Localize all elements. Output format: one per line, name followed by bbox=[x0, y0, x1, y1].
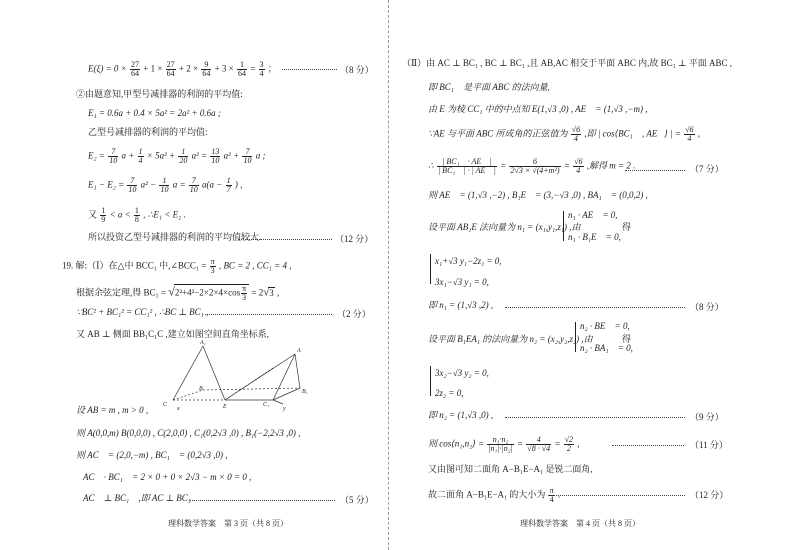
paragraph: 所以投资乙型号减排器的利润的平均值较大. bbox=[88, 232, 262, 242]
label-C: C bbox=[163, 402, 168, 408]
dot-leader bbox=[205, 314, 332, 315]
system-eq: n₁ · AE⃗ = 0, bbox=[568, 210, 618, 220]
system-eq: 3x₂−√3 y₂ = 0, bbox=[435, 368, 489, 378]
page-footer: 理科数学答案 第 4 页（共 8 页） bbox=[520, 519, 640, 528]
vectors-line: 则 AC⃗ = (2,0,−m) , BC₁⃗ = (0,2√3 ,0) , bbox=[76, 450, 228, 460]
system-eq: x₁+√3 y₁−2z₁ = 0, bbox=[435, 256, 502, 266]
score-mark: （12 分） bbox=[335, 234, 374, 244]
system-eq: n₁ · B₁E⃗ = 0, bbox=[568, 232, 621, 242]
paragraph: 即 BC₁⃗ 是平面 ABC 的法向量, bbox=[428, 82, 550, 92]
label-A1: A₁ bbox=[200, 340, 206, 346]
paragraph: 又 AB ⊥ 侧面 BB₁C₁C ,建立如图空间直角坐标系, bbox=[76, 329, 270, 339]
score-mark: （12 分） bbox=[690, 490, 729, 500]
score-mark: （9 分） bbox=[690, 412, 724, 422]
label-y: y bbox=[283, 406, 286, 412]
dot-leader bbox=[612, 445, 684, 446]
score-mark: （7 分） bbox=[690, 164, 724, 174]
label-E: E bbox=[223, 404, 227, 410]
formula-e3: E₁ − E₂ = $\frac{7}{10}$ a² − $\frac{1}{10}$ a = $\frac{7}{10}$ a(a − $\frac{1}{7}$ ) , bbox=[88, 176, 243, 194]
score-mark: （5 分） bbox=[340, 495, 374, 505]
label-C1: C₁ bbox=[263, 402, 270, 408]
cosine-line: 则 cos⟨n₁,n₂⟩ = $\frac{\text{n₁·n₂}}{\text{|n₁|·|n₂|}}$ = $\frac{4}{√8 \cdot √4}$ = $\frac{√2}{2}$ , bbox=[428, 435, 580, 453]
score-mark: （11 分） bbox=[690, 440, 728, 450]
normal-n2-setup: 设平面 B₁EA₁ 的法向量为 n₂ = (x₂,y₂,z₂) ,由 bbox=[428, 334, 593, 344]
dot-leader bbox=[548, 495, 685, 496]
result-n1: 即 n₁ = (1,√3 ,2) , bbox=[428, 300, 494, 310]
label-B: B bbox=[199, 386, 203, 392]
dot-leader bbox=[505, 417, 685, 418]
label-B1: B₁ bbox=[302, 389, 308, 395]
perp-line: ∴AC⃗ ⊥ BC₁⃗ ,即 AC ⊥ BC₁ . bbox=[76, 493, 196, 503]
paragraph: 设 AB = m , m > 0 , bbox=[76, 405, 149, 415]
dot-leader bbox=[190, 500, 335, 501]
system-eq: n₂ · BE⃗ = 0, bbox=[580, 321, 630, 331]
geometry-figure bbox=[155, 338, 315, 413]
label-x: x bbox=[177, 406, 180, 412]
points-line: 则 A(0,0,m) B(0,0,0) , C(2,0,0) , C₁(0,2√3 ,0) , B₁(−2,2√3 ,0) , bbox=[76, 428, 301, 438]
paragraph: 乙型号减排器的利润的平均值: bbox=[88, 127, 208, 137]
word-de: 得 bbox=[622, 222, 632, 232]
question-19-heading: 19. 解:（Ⅰ）在△中 BCC₁ 中,∠BCC₁ = $\frac{\pi}{3}$ , BC = 2 , CC₁ = 4 , bbox=[62, 257, 292, 275]
result-n2: 即 n₂ = (1,√3 ,0) , bbox=[428, 410, 494, 420]
dot-leader bbox=[282, 69, 337, 70]
dot-leader bbox=[238, 239, 332, 240]
label-A: A bbox=[297, 348, 301, 354]
formula-e1: E₁ = 0.6a + 0.4 × 5a² = 2a² + 0.6a ; bbox=[88, 108, 221, 118]
solve-m-line: ∴ $\frac{\text{| BC₁⃗ · AE⃗ |}}{\text{| BC₁⃗ | · | AE⃗ |}}$ = $\frac{6}{\text{2√3 × √(4+m²)}}$ = $\frac{√6}{4}$ ,解得 m = 2 . bbox=[428, 157, 636, 175]
paragraph: ②由题意知,甲型号减排器的利润的平均值: bbox=[76, 89, 243, 99]
paragraph: 又由图可知二面角 A−B₁E−A₁ 是锐二面角, bbox=[428, 464, 593, 474]
perp-line: ∵BC² + BC₁² = CC₁² , ∴BC ⊥ BC₁ , bbox=[76, 307, 209, 317]
paragraph: （Ⅱ）由 AC ⊥ BC₁ , BC ⊥ BC₁ ,且 AB,AC 相交于平面 ABC 内,故 BC₁ ⊥ 平面 ABC , bbox=[402, 58, 732, 68]
formula-e2: E₂ = $\frac{7}{10}$ a + $\frac{1}{4}$ × 5a² + $\frac{1}{20}$ a² = $\frac{13}{10}$ a² + $\frac{7}{10}$ a ; bbox=[88, 147, 266, 165]
score-mark: （8 分） bbox=[340, 65, 374, 75]
system-eq: n₂ · BA₁⃗ = 0, bbox=[580, 343, 633, 353]
cosine-law-line: 根据余弦定理,得 BC₁ = √2²+4²−2×2×4×cos $\frac{\pi}{3}$ = 2√3 , bbox=[76, 284, 280, 302]
paragraph: 由 E 为棱 CC₁ 中的中点知 E(1,√3 ,0) , AE⃗ = (1,√3 ,−m) , bbox=[428, 104, 648, 114]
dot-product-line: ∴AC⃗ · BC₁⃗ = 2 × 0 + 0 × 2√3 − m × 0 = 0 , bbox=[76, 472, 252, 482]
system-eq: 2z₂ = 0, bbox=[435, 388, 464, 398]
sine-line: ∵AE 与平面 ABC 所成角的正弦值为 $\frac{√6}{4}$ ,即 | cos⟨BC₁⃗ , AE⃗⟩ | = $\frac{√6}{4}$ , bbox=[428, 125, 701, 143]
condition-line: 又 $\frac{1}{9}$ < a < $\frac{1}{8}$ , ∴E₁ < E₂ . bbox=[88, 206, 186, 224]
final-answer: 故二面角 A−B₁E−A₁ 的大小为 $\frac{\pi}{4}$ . bbox=[428, 486, 561, 504]
word-de: 得 bbox=[622, 334, 632, 344]
system-eq: 3x₁−√3 y₁ = 0, bbox=[435, 277, 489, 287]
page-footer: 理科数学答案 第 3 页（共 8 页） bbox=[168, 519, 288, 528]
normal-n1-setup: 设平面 AB₁E 法向量为 n₁ = (x₁,y₁,z₁) ,由 bbox=[428, 222, 581, 232]
score-mark: （8 分） bbox=[690, 302, 724, 312]
expectation-line: E(ξ) = 0 × $\frac{27}{64}$ + 1 × $\frac{27}{64}$ + 2 × $\frac{9}{64}$ + 3 × $\frac{1}{64}$ = $\frac{3}{4}$ ； bbox=[88, 60, 277, 78]
page-divider bbox=[388, 0, 389, 550]
vectors-line: 则 AE⃗ = (1,√3 ,−2) , B₁E⃗ = (3,−√3 ,0) , BA₁⃗ = (0,0,2) , bbox=[428, 190, 648, 200]
dot-leader bbox=[505, 307, 685, 308]
dot-leader bbox=[625, 170, 685, 171]
score-mark: （2 分） bbox=[337, 309, 371, 319]
